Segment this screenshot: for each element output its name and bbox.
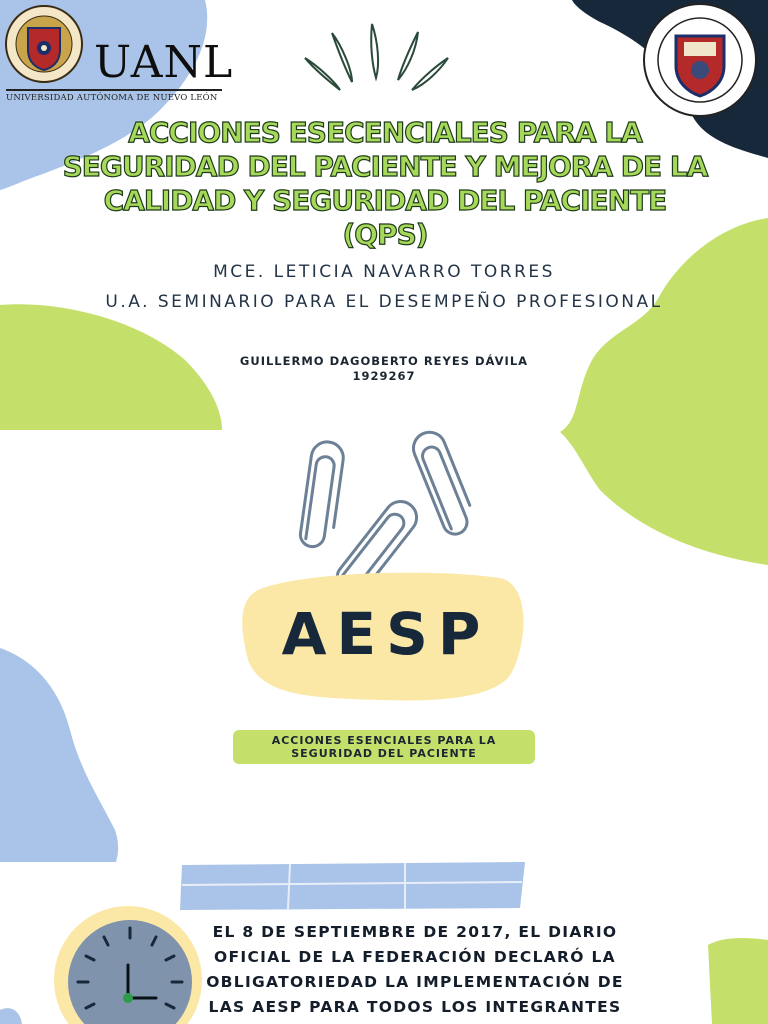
decree-paragraph: EL 8 DE SEPTIEMBRE DE 2017, EL DIARIO OFICIAL DE LA FEDERACIÓN DECLARÓ LA OBLIGATORIEDAD LA IMPLEMENTACIÓN DE LAS AESP PARA TODOS LOS INTEGRANTES: [206, 923, 624, 1016]
aesp-caption-line2: SEGURIDAD DEL PACIENTE: [291, 747, 477, 760]
aesp-caption-line1: ACCIONES ESENCIALES PARA LA: [271, 734, 497, 747]
blue-strip-bottom: [180, 862, 525, 910]
student-name: GUILLERMO DAGOBERTO REYES DÁVILA: [239, 354, 529, 368]
author-line: MCE. LETICIA NAVARRO TORRES: [213, 262, 555, 282]
lime-blob-bottom-right: [708, 938, 768, 1024]
paperclip-icon: [299, 427, 478, 598]
student-id: 1929267: [352, 369, 416, 383]
page-title: ACCIONES ESECENCIALES PARA LA SEGURIDAD DEL PACIENTE Y MEJORA DE LA CALIDAD Y SEGURIDAD DEL PACIENTE (QPS): [62, 116, 708, 251]
uanl-wordmark: UANL: [94, 37, 234, 88]
blue-blob-left: [0, 648, 118, 862]
faculty-seal-icon: [642, 2, 758, 118]
sparkle-rays-icon: [305, 24, 448, 90]
aesp-caption: [233, 734, 535, 760]
uanl-seal-icon: [4, 4, 84, 84]
uanl-subtitle: UNIVERSIDAD AUTÓNOMA DE NUEVO LEÓN: [6, 93, 218, 103]
course-line: U.A. SEMINARIO PARA EL DESEMPEÑO PROFESIONAL: [105, 292, 663, 312]
uanl-divider: [6, 89, 222, 91]
aesp-acronym: AESP: [281, 600, 491, 668]
clock-icon: [54, 906, 202, 1024]
